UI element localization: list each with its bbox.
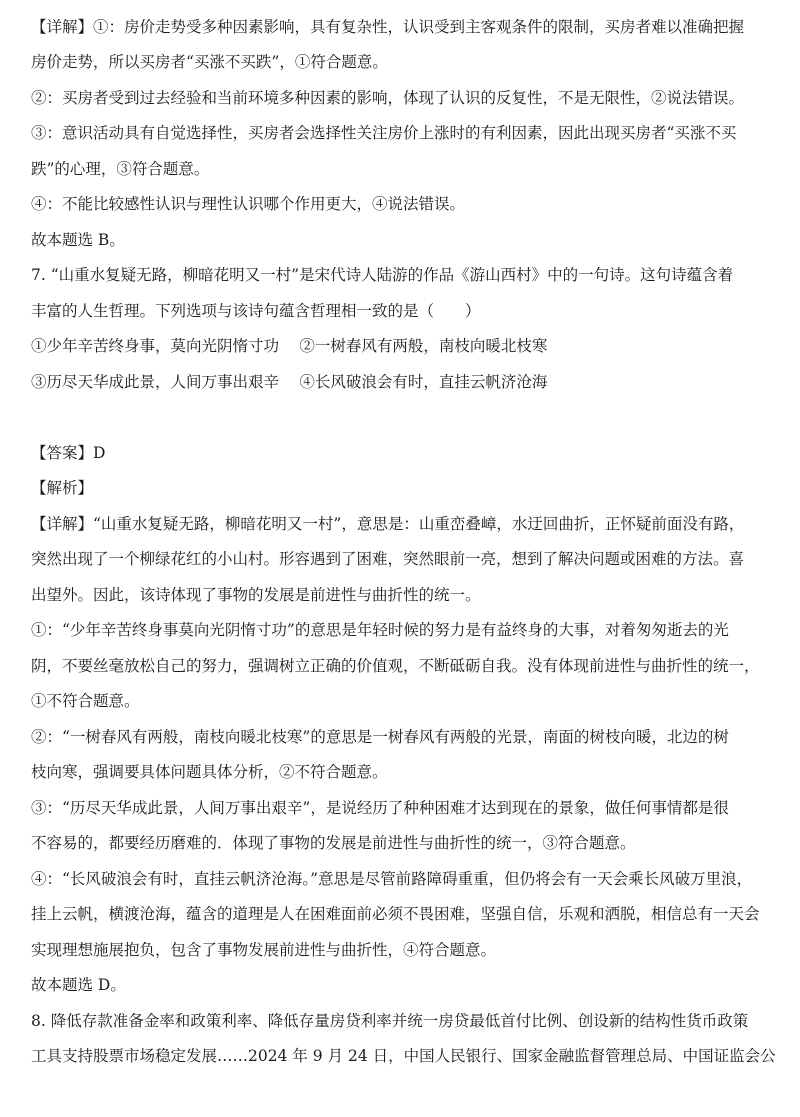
text-line-21: ②：“一树春风有两般，南枝向暖北枝寒”的意思是一树春风有两般的光景，南面的树枝向暖，北边的树 [31,728,729,746]
answer-line: 【答案】D [31,444,106,462]
question-7-stem-line-2: 丰富的人生哲理。下列选项与该诗句蕴含哲理相一致的是（ ） [31,302,481,320]
text-line-5: 跌”的心理，③符合题意。 [31,160,210,178]
text-line-15: 【详解】“山重水复疑无路，柳暗花明又一村”，意思是：山重峦叠嶂，水迂回曲折，正怀疑前面没有路， [31,515,745,533]
text-line-1: 【详解】①：房价走势受多种因素影响，具有复杂性，认识受到主客观条件的限制，买房者难以准确把握 [31,18,745,36]
text-line-22: 枝向寒，强调要具体问题具体分析，②不符合题意。 [31,763,388,781]
text-line-18: ①：“少年辛苦终身事莫向光阴惰寸功”的意思是年轻时候的努力是有益终身的大事，对着匆匆逝去的光 [31,621,729,639]
text-line-6: ④：不能比较感性认识与理性认识哪个作用更大，④说法错误。 [31,195,466,213]
text-line-17: 出望外。因此，该诗体现了事物的发展是前进性与曲折性的统一。 [31,586,481,604]
text-line-20: ①不符合题意。 [31,692,140,710]
text-line-19: 阴，不要丝毫放松自己的努力，强调树立正确的价值观，不断砥砺自我。没有体现前进性与曲折性的统一， [31,657,760,675]
text-line-3: ②：买房者受到过去经验和当前环境多种因素的影响，体现了认识的反复性，不是无限性，②说法错误。 [31,89,745,107]
text-line-23: ③：“历尽天华成此景，人间万事出艰辛”，是说经历了种种困难才达到现在的景象，做任何事情都是很 [31,799,729,817]
question-8-line-1: 8. 降低存款准备金率和政策利率、降低存量房贷利率并统一房贷最低首付比例、创设新的结构性货币政策 [31,1012,749,1030]
question-8-line-2: 工具支持股票市场稳定发展……2024 年 9 月 24 日，中国人民银行、国家金融监督管理总局、中国证监会公 [31,1047,776,1065]
text-line-28: 故本题选 D。 [31,976,126,994]
text-line-24: 不容易的，都要经历磨难的．体现了事物的发展是前进性与曲折性的统一，③符合题意。 [31,834,636,852]
text-line-25: ④：“长风破浪会有时，直挂云帆济沧海。”意思是尽管前路障碍重重，但仍将会有一天会乘长风破万里浪， [31,870,753,888]
text-line-16: 突然出现了一个柳绿花红的小山村。形容遇到了困难，突然眼前一亮，想到了解决问题或困难的方法。喜 [31,550,745,568]
text-line-27: 实现理想施展抱负，包含了事物发展前进性与曲折性，④符合题意。 [31,941,497,959]
text-line-26: 挂上云帆，横渡沧海，蕴含的道理是人在困难面前必须不畏困难，坚强自信，乐观和洒脱，相信总有一天会 [31,905,760,923]
text-line-4: ③：意识活动具有自觉选择性，买房者会选择性关注房价上涨时的有利因素，因此出现买房者“买涨不买 [31,124,737,142]
text-line-7: 故本题选 B。 [31,231,125,249]
question-7-items-line-1: ①少年辛苦终身事，莫向光阴惰寸功 ②一树春风有两般，南枝向暖北枝寒 [31,337,548,355]
question-7-items-line-2: ③历尽天华成此景，人间万事出艰辛 ④长风破浪会有时，直挂云帆济沧海 [31,373,548,391]
text-line-2: 房价走势，所以买房者“买涨不买跌”，①符合题意。 [31,53,388,71]
analysis-heading: 【解析】 [31,479,94,497]
question-7-stem-line-1: 7. “山重水复疑无路，柳暗花明又一村”是宋代诗人陆游的作品《游山西村》中的一句诗。这句诗蕴含着 [31,266,734,284]
